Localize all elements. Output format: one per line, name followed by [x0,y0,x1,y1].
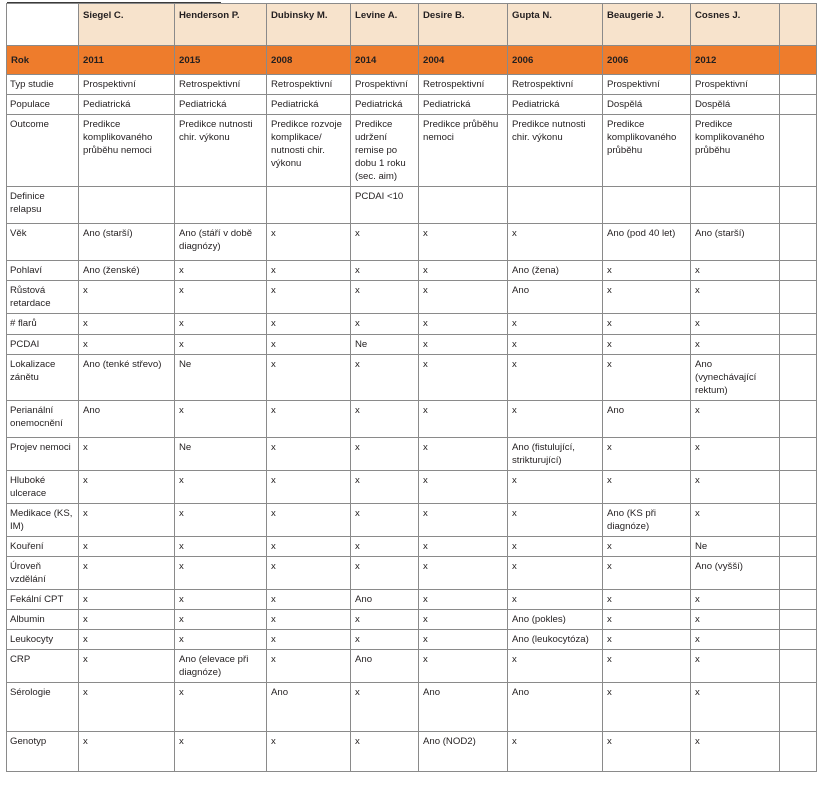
table-cell-empty [780,261,817,281]
table-cell: x [175,314,267,334]
year-row-label: Rok [7,46,79,75]
table-cell: Predikce udržení remise po dobu 1 roku (sec. aim) [351,115,419,187]
table-cell: x [691,683,780,732]
table-cell-empty [780,95,817,115]
author-header-row [7,4,817,46]
table-cell: x [508,470,603,503]
table-cell: x [175,536,267,556]
table-cell: x [267,261,351,281]
table-cell: Ano (vynechávající rektum) [691,354,780,400]
table-cell-empty [780,115,817,187]
table-row [7,187,817,224]
table-cell: x [267,314,351,334]
table-row [7,610,817,630]
table-cell: x [419,400,508,437]
table-cell: x [79,314,175,334]
table-cell: x [175,261,267,281]
table-cell: x [351,400,419,437]
table-cell: x [419,354,508,400]
table-row [7,536,817,556]
table-cell: x [175,610,267,630]
table-body [7,4,817,772]
table-cell: x [79,281,175,314]
table-cell: Pediatrická [175,95,267,115]
table-cell: Ano [603,400,691,437]
table-cell: x [79,334,175,354]
table-cell: x [603,470,691,503]
table-cell: x [508,354,603,400]
year-cell: 2012 [691,46,780,75]
row-label: Úroveň vzdělání [7,557,79,590]
table-cell: x [603,334,691,354]
table-cell: Ano [351,650,419,683]
column-header-author: Levine A. [351,4,419,46]
table-cell: Predikce komplikovaného průběhu [691,115,780,187]
table-cell: Ne [351,334,419,354]
table-cell-empty [780,400,817,437]
table-cell: x [79,610,175,630]
table-cell: x [508,334,603,354]
table-cell: x [508,314,603,334]
row-label: Projev nemoci [7,437,79,470]
table-cell [419,187,508,224]
table-row [7,400,817,437]
table-cell-empty [780,732,817,772]
year-cell: 2015 [175,46,267,75]
table-cell: x [351,732,419,772]
table-cell: x [267,557,351,590]
row-label: Leukocyty [7,630,79,650]
table-cell: x [175,590,267,610]
table-cell: x [603,314,691,334]
table-cell: x [79,732,175,772]
table-cell: Retrospektivní [508,75,603,95]
table-cell: x [351,261,419,281]
table-cell: x [351,470,419,503]
table-cell: Predikce průběhu nemoci [419,115,508,187]
table-cell: x [175,630,267,650]
table-cell: x [351,503,419,536]
table-cell: Ano (elevace při diagnóze) [175,650,267,683]
table-cell: x [419,590,508,610]
table-cell: x [267,503,351,536]
table-cell: x [691,590,780,610]
table-cell-empty [780,314,817,334]
table-cell: x [351,557,419,590]
table-cell: x [267,400,351,437]
table-cell: Ano [508,683,603,732]
table-cell: Prospektivní [351,75,419,95]
table-cell: x [508,503,603,536]
row-label: Hluboké ulcerace [7,470,79,503]
table-cell: x [419,334,508,354]
table-cell: x [691,314,780,334]
row-label: Albumin [7,610,79,630]
row-label: # flarů [7,314,79,334]
table-cell: x [419,261,508,281]
table-cell: x [603,683,691,732]
table-cell: Ano [508,281,603,314]
table-cell: Ano (starší) [79,224,175,261]
table-cell: Ne [175,437,267,470]
table-cell: x [603,281,691,314]
table-cell: Ano (vyšší) [691,557,780,590]
year-cell: 2008 [267,46,351,75]
table-cell-empty [780,281,817,314]
row-label: CRP [7,650,79,683]
table-cell: x [419,650,508,683]
table-cell: x [419,281,508,314]
row-label: Kouření [7,536,79,556]
table-cell-empty [780,650,817,683]
table-row [7,334,817,354]
table-cell: x [351,630,419,650]
year-cell-empty [780,46,817,75]
table-cell: x [351,224,419,261]
table-cell: x [508,557,603,590]
table-cell: x [79,630,175,650]
row-label: Definice relapsu [7,187,79,224]
column-header-author: Cosnes J. [691,4,780,46]
row-label: Pohlaví [7,261,79,281]
table-cell-empty [780,75,817,95]
study-comparison-table [6,3,817,772]
table-cell: x [175,334,267,354]
table-cell [691,187,780,224]
table-cell-empty [780,334,817,354]
corner-cell [7,4,79,46]
table-cell: x [267,630,351,650]
table-cell: x [175,470,267,503]
table-cell-empty [780,610,817,630]
table-row [7,314,817,334]
table-cell: Predikce komplikovaného průběhu [603,115,691,187]
table-cell: Retrospektivní [267,75,351,95]
table-cell-empty [780,187,817,224]
table-cell: x [267,732,351,772]
table-cell: Predikce nutnosti chir. výkonu [175,115,267,187]
table-cell: x [603,557,691,590]
table-cell: x [175,683,267,732]
table-cell: x [691,261,780,281]
table-cell: Predikce komplikovaného průběhu nemoci [79,115,175,187]
table-cell: x [603,354,691,400]
table-row [7,261,817,281]
table-cell: Prospektivní [691,75,780,95]
table-cell: x [79,683,175,732]
table-cell: x [508,590,603,610]
table-cell: x [419,630,508,650]
table-row [7,437,817,470]
table-cell: Ano (leukocytóza) [508,630,603,650]
table-cell: x [691,610,780,630]
table-cell: Ano [267,683,351,732]
table-cell: x [691,400,780,437]
table-cell: Ano (žena) [508,261,603,281]
table-cell-empty [780,224,817,261]
table-cell: Pediatrická [508,95,603,115]
table-cell: Ano (starší) [691,224,780,261]
table-cell: Ano [79,400,175,437]
table-cell: x [79,536,175,556]
table-row [7,95,817,115]
column-header-author: Desire B. [419,4,508,46]
table-row [7,732,817,772]
table-cell: x [419,314,508,334]
table-row [7,354,817,400]
table-cell: x [419,536,508,556]
table-cell: x [79,470,175,503]
row-label: Typ studie [7,75,79,95]
table-cell [508,187,603,224]
row-label: PCDAI [7,334,79,354]
table-cell: Dospělá [691,95,780,115]
table-row [7,557,817,590]
table-cell: x [175,557,267,590]
row-label: Perianální onemocnění [7,400,79,437]
table-cell: Pediatrická [267,95,351,115]
table-cell: x [691,630,780,650]
table-row [7,470,817,503]
table-cell: x [175,281,267,314]
row-label: Lokalizace zánětu [7,354,79,400]
row-label: Genotyp [7,732,79,772]
table-cell: Pediatrická [419,95,508,115]
table-cell: x [419,503,508,536]
table-cell: Predikce rozvoje komplikace/ nutnosti chir. výkonu [267,115,351,187]
table-row [7,683,817,732]
column-header-author: Beaugerie J. [603,4,691,46]
year-cell: 2006 [508,46,603,75]
table-cell: x [603,536,691,556]
table-cell: Dospělá [603,95,691,115]
table-cell: Retrospektivní [419,75,508,95]
table-cell: x [603,630,691,650]
year-cell: 2014 [351,46,419,75]
table-cell: x [351,437,419,470]
table-cell: Ano (NOD2) [419,732,508,772]
table-cell: x [691,281,780,314]
table-cell: Ano [419,683,508,732]
table-cell: x [175,400,267,437]
table-cell: Pediatrická [351,95,419,115]
table-row [7,650,817,683]
table-cell [267,187,351,224]
table-cell: Ne [175,354,267,400]
table-cell-empty [780,683,817,732]
table-cell: x [79,503,175,536]
table-cell: x [508,650,603,683]
table-cell: x [691,732,780,772]
table-cell: x [508,732,603,772]
row-label: Medikace (KS, IM) [7,503,79,536]
table-cell-empty [780,630,817,650]
table-cell: Ano [351,590,419,610]
table-cell: x [175,732,267,772]
table-cell: Prospektivní [603,75,691,95]
table-cell: x [351,610,419,630]
table-cell: x [603,590,691,610]
table-cell: x [267,224,351,261]
table-cell: x [419,610,508,630]
table-cell: x [267,354,351,400]
table-row [7,224,817,261]
table-cell-empty [780,590,817,610]
table-cell [603,187,691,224]
table-cell: PCDAI <10 [351,187,419,224]
table-cell: x [603,650,691,683]
year-cell: 2011 [79,46,175,75]
table-cell: x [419,557,508,590]
table-cell: x [691,334,780,354]
year-cell: 2006 [603,46,691,75]
table-cell: x [267,650,351,683]
table-cell-empty [780,470,817,503]
row-label: Věk [7,224,79,261]
table-cell: x [508,224,603,261]
table-cell: x [691,437,780,470]
year-row [7,46,817,75]
table-cell: x [267,437,351,470]
table-row [7,503,817,536]
table-cell: Ano (KS při diagnóze) [603,503,691,536]
table-row [7,115,817,187]
table-cell: x [603,261,691,281]
table-cell: x [603,437,691,470]
column-header-author: Henderson P. [175,4,267,46]
table-cell: x [508,400,603,437]
row-label: Outcome [7,115,79,187]
table-cell: x [508,536,603,556]
table-cell: x [79,557,175,590]
table-cell: x [267,536,351,556]
table-cell: Ne [691,536,780,556]
table-cell: Pediatrická [79,95,175,115]
row-label: Fekální CPT [7,590,79,610]
table-cell-empty [780,437,817,470]
table-cell: x [351,683,419,732]
table-cell: x [691,470,780,503]
table-cell: x [691,503,780,536]
table-cell: Ano (pokles) [508,610,603,630]
table-cell: x [419,470,508,503]
row-label: Sérologie [7,683,79,732]
table-cell: x [175,503,267,536]
table-cell: x [79,590,175,610]
row-label: Růstová retardace [7,281,79,314]
column-header-author: Siegel C. [79,4,175,46]
year-cell: 2004 [419,46,508,75]
table-cell: x [351,281,419,314]
table-row [7,281,817,314]
table-cell: x [79,437,175,470]
table-cell: x [351,314,419,334]
table-cell: x [267,281,351,314]
table-cell: x [351,354,419,400]
table-cell [79,187,175,224]
row-label: Populace [7,95,79,115]
table-cell: Ano (tenké střevo) [79,354,175,400]
column-header-empty [780,4,817,46]
table-cell: Ano (fistulující, strikturující) [508,437,603,470]
table-cell: x [603,610,691,630]
table-cell: x [79,650,175,683]
table-row [7,630,817,650]
table-cell: x [603,732,691,772]
table-cell: x [267,590,351,610]
table-cell: Ano (stáří v době diagnózy) [175,224,267,261]
table-cell: x [267,610,351,630]
table-row [7,590,817,610]
table-cell: Ano (ženské) [79,261,175,281]
table-cell: x [419,224,508,261]
table-cell-empty [780,536,817,556]
table-cell: Retrospektivní [175,75,267,95]
table-cell: x [351,536,419,556]
table-cell: x [691,650,780,683]
table-cell: Prospektivní [79,75,175,95]
column-header-author: Dubinsky M. [267,4,351,46]
table-cell-empty [780,354,817,400]
table-cell: Predikce nutnosti chir. výkonu [508,115,603,187]
table-cell-empty [780,557,817,590]
table-cell: x [419,437,508,470]
column-header-author: Gupta N. [508,4,603,46]
table-cell-empty [780,503,817,536]
table-cell [175,187,267,224]
table-cell: Ano (pod 40 let) [603,224,691,261]
table-row [7,75,817,95]
table-cell: x [267,470,351,503]
table-cell: x [267,334,351,354]
